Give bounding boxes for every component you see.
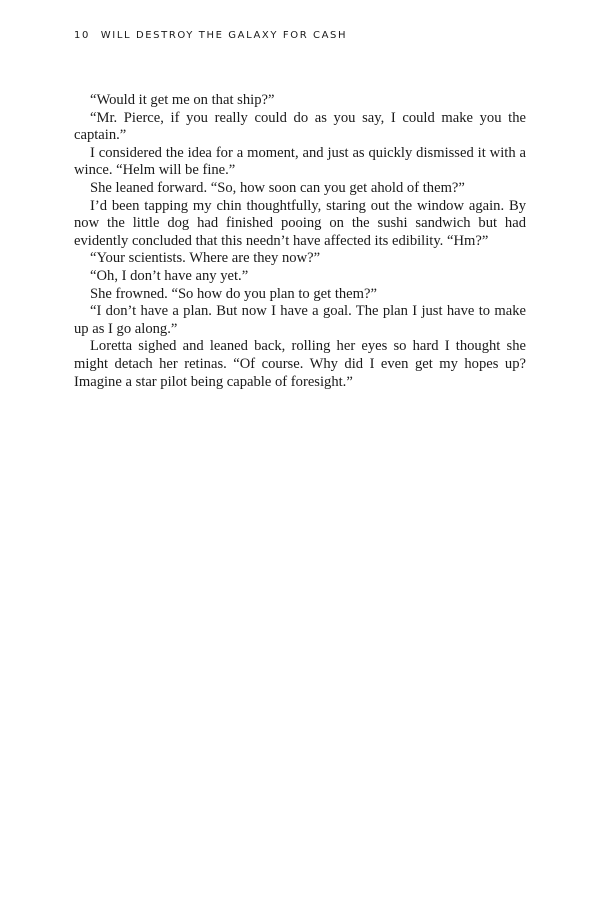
book-title: WILL DESTROY THE GALAXY FOR CASH	[100, 30, 348, 41]
body-text	[74, 92, 526, 391]
paragraph: I considered the idea for a moment, and just as quickly dismissed it with a wince. “Helm will be fine.”	[74, 144, 526, 179]
running-head	[74, 30, 347, 41]
page-number: 10	[74, 30, 90, 41]
paragraph: “Mr. Pierce, if you really could do as you say, I could make you the captain.”	[74, 109, 526, 144]
paragraph: Loretta sighed and leaned back, rolling her eyes so hard I thought she might detach her retinas. “Of course. Why did I even get my hopes up? Imagine a star pilot being capable of foresight.”	[74, 338, 526, 390]
paragraph: She leaned forward. “So, how soon can you get ahold of them?”	[90, 179, 465, 196]
paragraph: “Oh, I don’t have any yet.”	[90, 267, 249, 284]
paragraph: I’d been tapping my chin thoughtfully, staring out the window again. By now the little dog had finished pooing on the sushi sandwich but had evidently concluded that this needn’t have affected its edibility. “Hm?”	[74, 197, 526, 249]
paragraph: “Your scientists. Where are they now?”	[90, 250, 321, 267]
paragraph: She frowned. “So how do you plan to get them?”	[90, 285, 377, 302]
paragraph: “I don’t have a plan. But now I have a goal. The plan I just have to make up as I go along.”	[74, 303, 526, 337]
paragraph: “Would it get me on that ship?”	[90, 92, 275, 108]
